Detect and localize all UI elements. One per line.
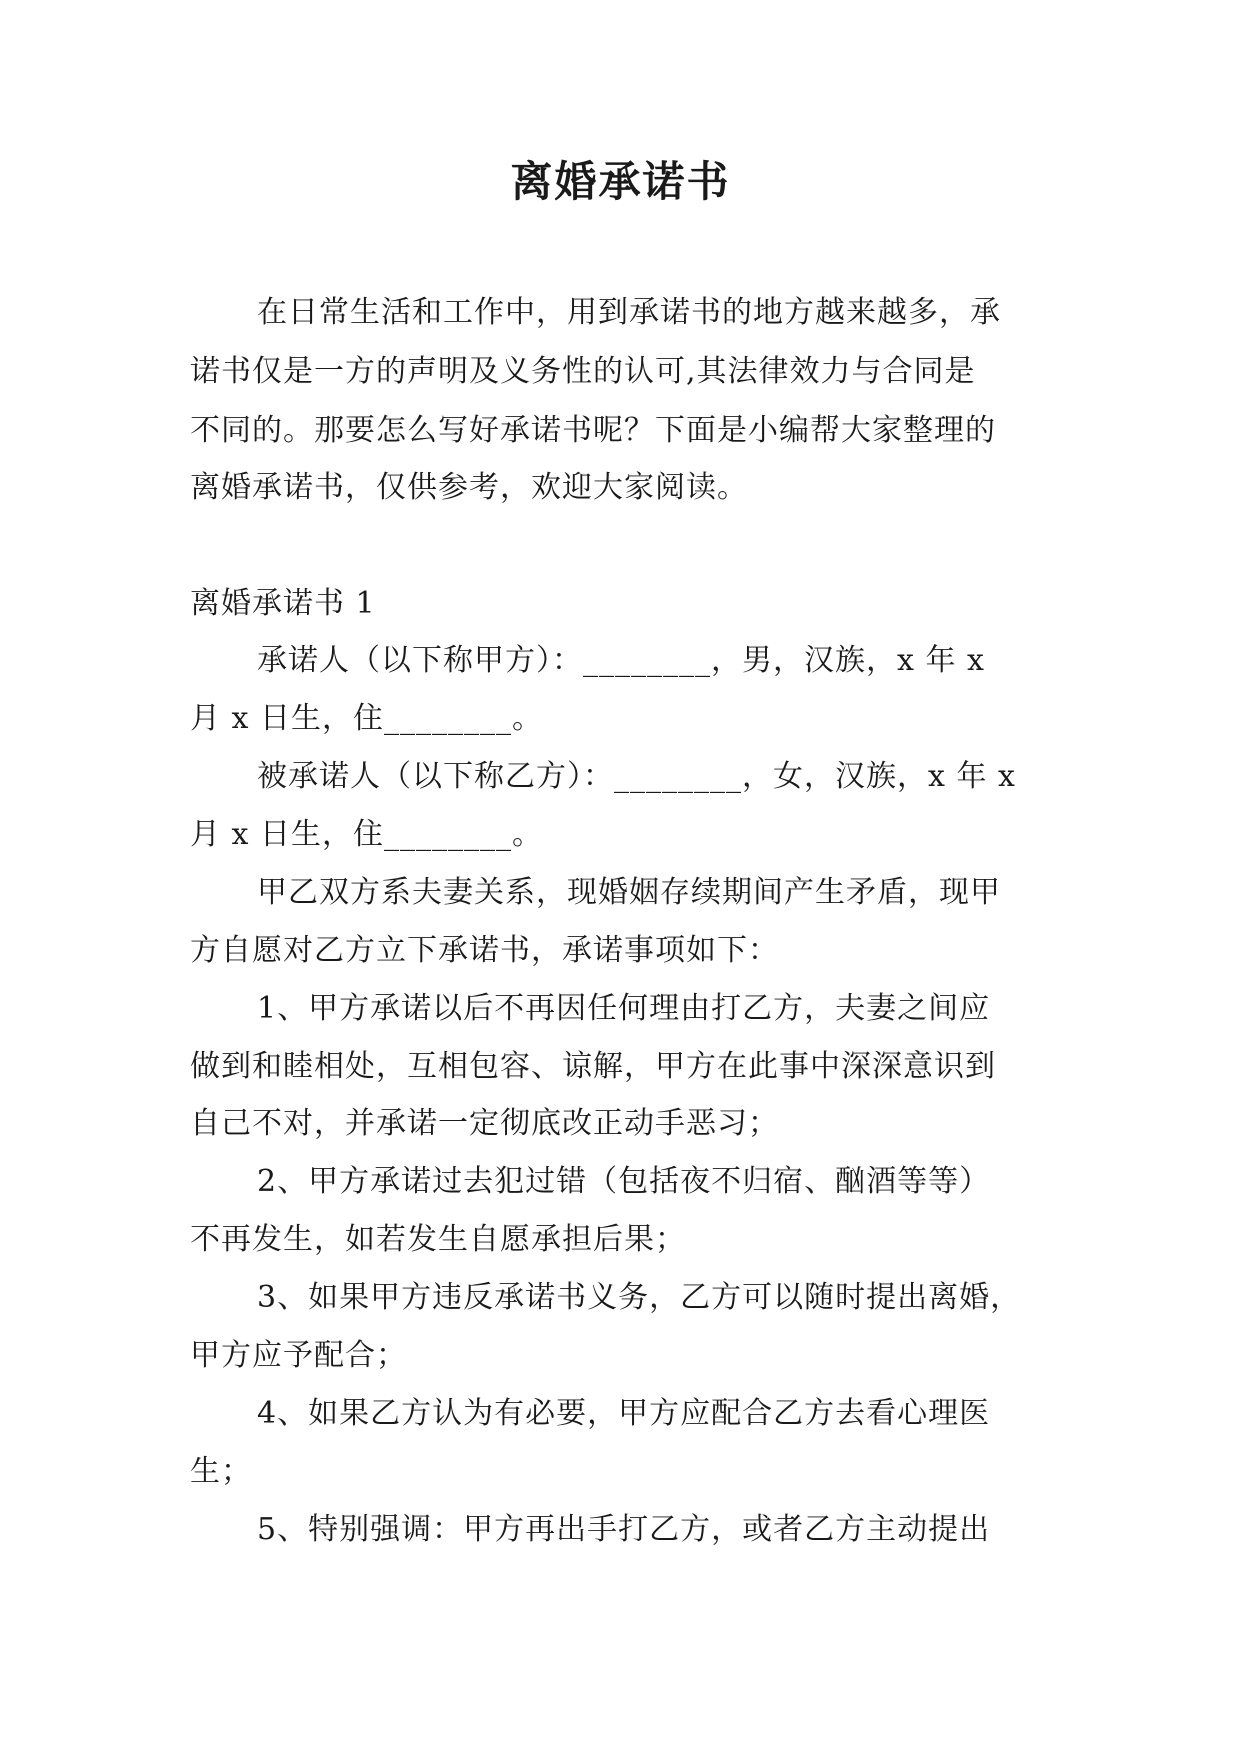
intro-line-2: 诺书仅是一方的声明及义务性的认可,其法律效力与合同是 [190, 354, 976, 389]
item-3-line-1: 3、如果甲方违反承诺书义务，乙方可以随时提出离婚， [257, 1280, 1022, 1315]
item-4-line-2: 生； [190, 1454, 252, 1489]
item-4-line-1: 4、如果乙方认为有必要，甲方应配合乙方去看心理医 [257, 1396, 991, 1431]
item-1-line-2: 做到和睦相处，互相包容、谅解，甲方在此事中深深意识到 [190, 1049, 996, 1084]
item-1-line-1: 1、甲方承诺以后不再因任何理由打乙方，夫妻之间应 [257, 991, 991, 1026]
promisee-line-1: 被承诺人（以下称乙方）：________，女，汉族，x 年 x [257, 759, 1016, 794]
item-2-line-1: 2、甲方承诺过去犯过错（包括夜不归宿、酗酒等等） [257, 1164, 991, 1199]
intro-line-1: 在日常生活和工作中，用到承诺书的地方越来越多，承 [257, 295, 1001, 330]
relation-line-1: 甲乙双方系夫妻关系，现婚姻存续期间产生矛盾，现甲 [257, 875, 1001, 910]
intro-line-4: 离婚承诺书，仅供参考，欢迎大家阅读。 [190, 470, 748, 505]
document-title: 离婚承诺书 [510, 157, 731, 206]
item-5-line-1: 5、特别强调：甲方再出手打乙方，或者乙方主动提出 [257, 1512, 991, 1547]
intro-line-3: 不同的。那要怎么写好承诺书呢？下面是小编帮大家整理的 [190, 413, 996, 448]
section-heading: 离婚承诺书 1 [190, 586, 376, 621]
item-1-line-3: 自己不对，并承诺一定彻底改正动手恶习； [190, 1106, 779, 1141]
relation-line-2: 方自愿对乙方立下承诺书，承诺事项如下： [190, 933, 779, 968]
promisor-line-1: 承诺人（以下称甲方）：________，男，汉族，x 年 x [257, 643, 985, 678]
promisor-line-2: 月 x 日生，住________。 [190, 701, 543, 736]
item-3-line-2: 甲方应予配合； [190, 1338, 407, 1373]
promisee-line-2: 月 x 日生，住________。 [190, 817, 543, 852]
item-2-line-2: 不再发生，如若发生自愿承担后果； [190, 1222, 686, 1257]
